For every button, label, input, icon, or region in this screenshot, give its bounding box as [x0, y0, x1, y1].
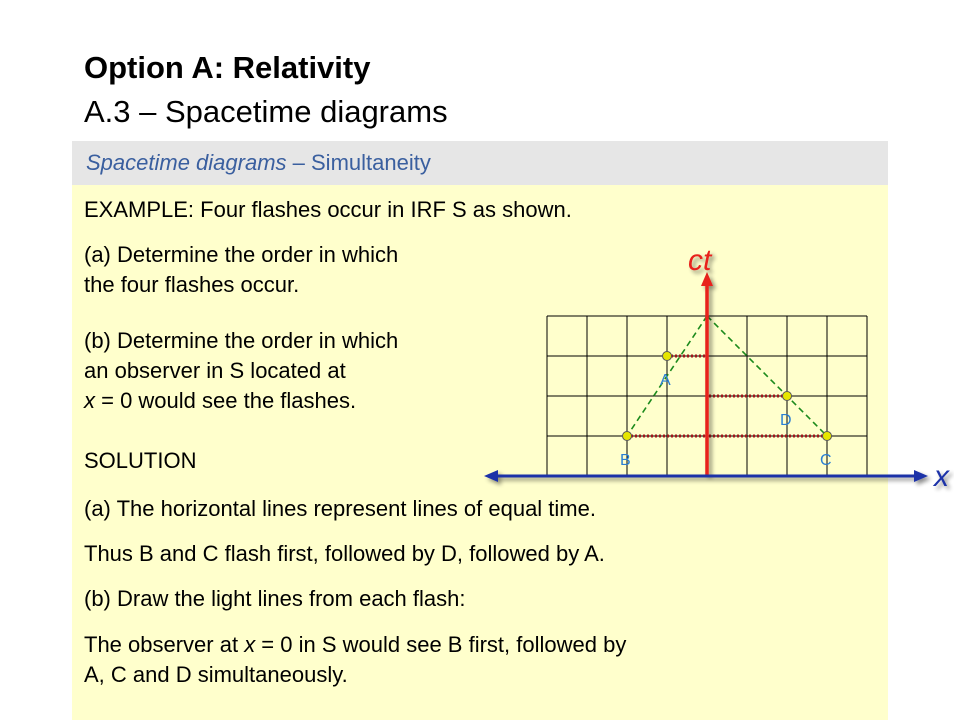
event-d-marker	[783, 392, 792, 401]
part-b-var: x	[84, 388, 95, 413]
event-b-label: B	[620, 452, 631, 469]
light-lines	[627, 316, 827, 436]
solution-heading: SOLUTION	[84, 448, 197, 473]
conclusion-line2: A, C and D simultaneously.	[84, 662, 348, 687]
conclusion-var: x	[244, 632, 256, 657]
conclusion-mid: = 0 in S would see B first, followed by	[255, 632, 627, 657]
event-a-marker	[663, 352, 672, 361]
title-subtitle: A.3 – Spacetime diagrams	[84, 94, 448, 129]
section-header-italic: Spacetime diagrams	[86, 150, 287, 175]
event-d-label: D	[780, 412, 792, 429]
example-text: EXAMPLE: Four flashes occur in IRF S as shown.	[84, 197, 572, 222]
x-axis-arrowhead-right	[914, 470, 928, 482]
light-line	[707, 316, 827, 436]
solution-a2-text: Thus B and C flash first, followed by D, followed by A.	[84, 541, 605, 566]
solution-b-text: (b) Draw the light lines from each flash:	[84, 586, 466, 611]
events	[620, 352, 832, 470]
part-b-line2: an observer in S located at	[84, 358, 346, 383]
part-b-rest: = 0 would see the flashes.	[95, 388, 357, 413]
event-a-label: A	[660, 372, 671, 389]
solution-a-text: (a) The horizontal lines represent lines of equal time.	[84, 496, 596, 521]
ct-axis-label: ct	[688, 244, 712, 277]
title-main: Option A: Relativity	[84, 50, 371, 85]
event-b-marker	[623, 432, 632, 441]
part-a-line1: (a) Determine the order in which	[84, 242, 399, 267]
section-header-rest: – Simultaneity	[286, 150, 431, 175]
axes	[484, 272, 928, 482]
event-c-marker	[823, 432, 832, 441]
event-c-label: C	[820, 452, 832, 469]
part-a-line2: the four flashes occur.	[84, 272, 300, 297]
part-b-line1: (b) Determine the order in which	[84, 328, 399, 353]
x-axis-arrowhead-left	[484, 470, 498, 482]
conclusion-pre: The observer at	[84, 632, 245, 657]
x-axis-label: x	[934, 460, 949, 493]
